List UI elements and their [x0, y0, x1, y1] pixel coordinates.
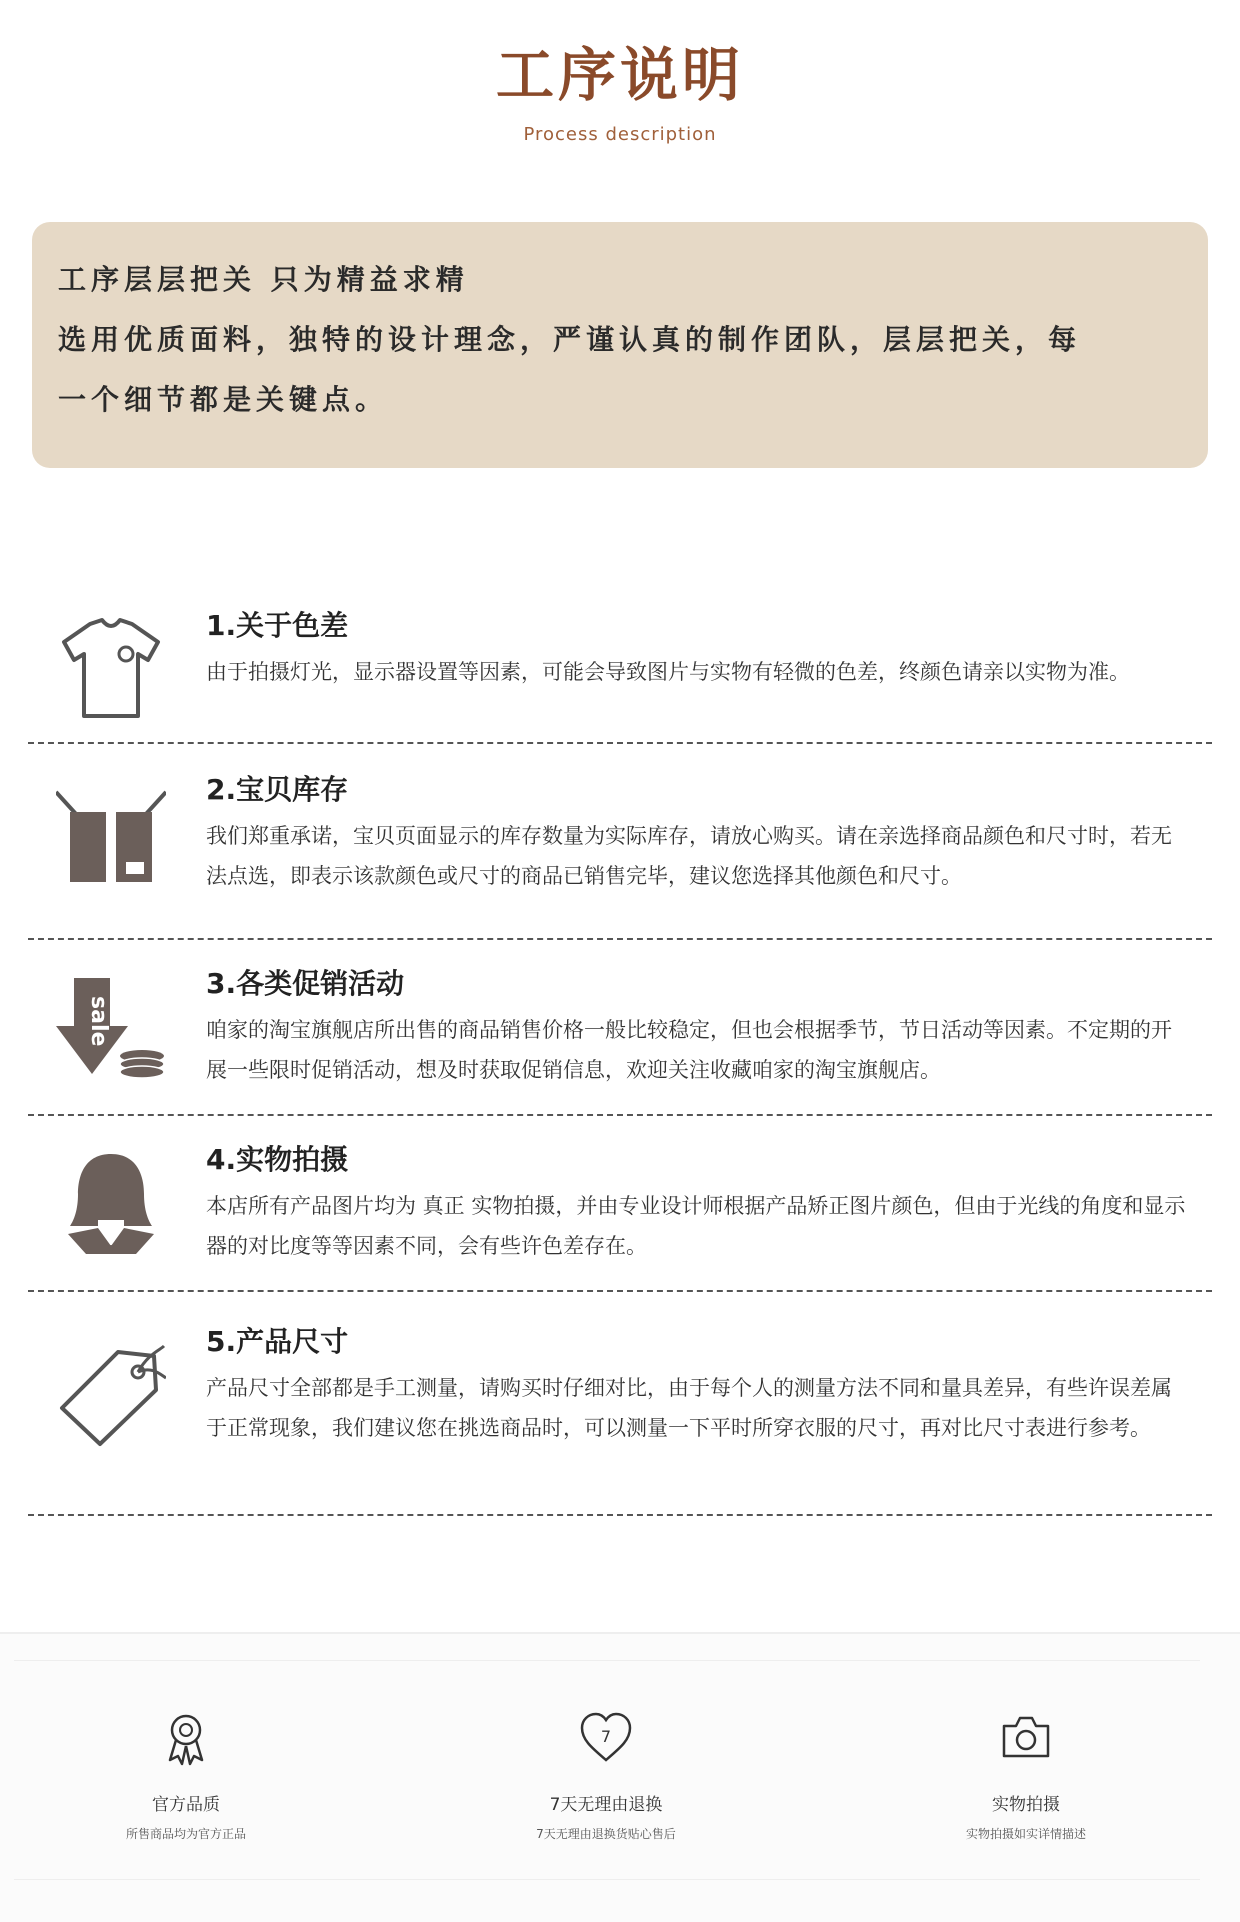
intro-line: 一个细节都是关键点。 — [58, 383, 389, 416]
feature-name: 实物拍摄 — [992, 1795, 1060, 1815]
feature-real-photos — [876, 1708, 1176, 1842]
tshirt-icon — [56, 612, 166, 722]
intro-panel — [32, 222, 1208, 468]
feature-desc: 实物拍摄如实详情描述 — [965, 1827, 1086, 1841]
section-size — [0, 1292, 1240, 1516]
heart-seven-text: 7 — [600, 1727, 612, 1746]
feature-seven-day-return — [456, 1708, 756, 1842]
feature-official-quality — [36, 1708, 336, 1842]
section-title: 4.实物拍摄 — [206, 1143, 349, 1176]
footer-line — [14, 1879, 1200, 1880]
award-icon — [156, 1708, 216, 1768]
heart-seven-icon — [576, 1708, 636, 1768]
feature-name: 7天无理由退换 — [549, 1795, 663, 1815]
section-title: 1.关于色差 — [206, 609, 349, 642]
section-real-photos — [0, 1116, 1240, 1292]
section-body: 我们郑重承诺，宝贝页面显示的库存数量为实际库存，请放心购买。请在亲选择商品颜色和尺寸时，若无法点选，即表示该款颜色或尺寸的商品已销售完毕，建议您选择其他颜色和尺寸。 — [206, 824, 1172, 888]
section-title: 5.产品尺寸 — [206, 1325, 349, 1358]
sale-icon — [56, 974, 166, 1084]
section-promotions — [0, 940, 1240, 1116]
feature-desc: 所售商品均为官方正品 — [125, 1827, 246, 1841]
section-body: 本店所有产品图片均为 真正 实物拍摄，并由专业设计师根据产品矫正图片颜色，但由于光线的角度和显示器的对比度等等因素不同，会有些许色差存在。 — [206, 1194, 1186, 1258]
intro-line: 工序层层把关 只为精益求精 — [58, 263, 469, 296]
section-color-difference — [0, 584, 1240, 744]
footer-line — [14, 1660, 1200, 1661]
page-title: 工序说明 — [495, 41, 744, 109]
intro-line: 选用优质面料，独特的设计理念，严谨认真的制作团队，层层把关，每 — [58, 323, 1082, 356]
section-title: 3.各类促销活动 — [206, 967, 405, 1000]
section-body: 由于拍摄灯光，显示器设置等因素，可能会导致图片与实物有轻微的色差，终颜色请亲以实物为准。 — [206, 660, 1130, 684]
service-footer — [0, 1632, 1240, 1922]
process-sections — [0, 584, 1240, 1516]
dashed-divider — [28, 1514, 1212, 1516]
sale-icon-text: sale — [86, 996, 111, 1047]
section-title: 2.宝贝库存 — [206, 773, 349, 806]
feature-desc: 7天无理由退换货贴心售后 — [536, 1827, 676, 1841]
box-icon — [56, 784, 166, 894]
page-header — [0, 40, 1240, 145]
section-body: 产品尺寸全部都是手工测量，请购买时仔细对比，由于每个人的测量方法不同和量具差异，有些许误差属于正常现象，我们建议您在挑选商品时，可以测量一下平时所穿衣服的尺寸，再对比尺寸表进行参考。 — [206, 1376, 1172, 1440]
page-subtitle: Process description — [523, 124, 717, 145]
section-body: 咱家的淘宝旗舰店所出售的商品销售价格一般比较稳定，但也会根据季节，节日活动等因素。不定期的开展一些限时促销活动，想及时获取促销信息，欢迎关注收藏咱家的淘宝旗舰店。 — [206, 1018, 1172, 1082]
tag-icon — [56, 1344, 166, 1454]
feature-name: 官方品质 — [152, 1795, 220, 1815]
woman-icon — [56, 1150, 166, 1260]
camera-icon — [996, 1708, 1056, 1768]
section-stock — [0, 744, 1240, 940]
